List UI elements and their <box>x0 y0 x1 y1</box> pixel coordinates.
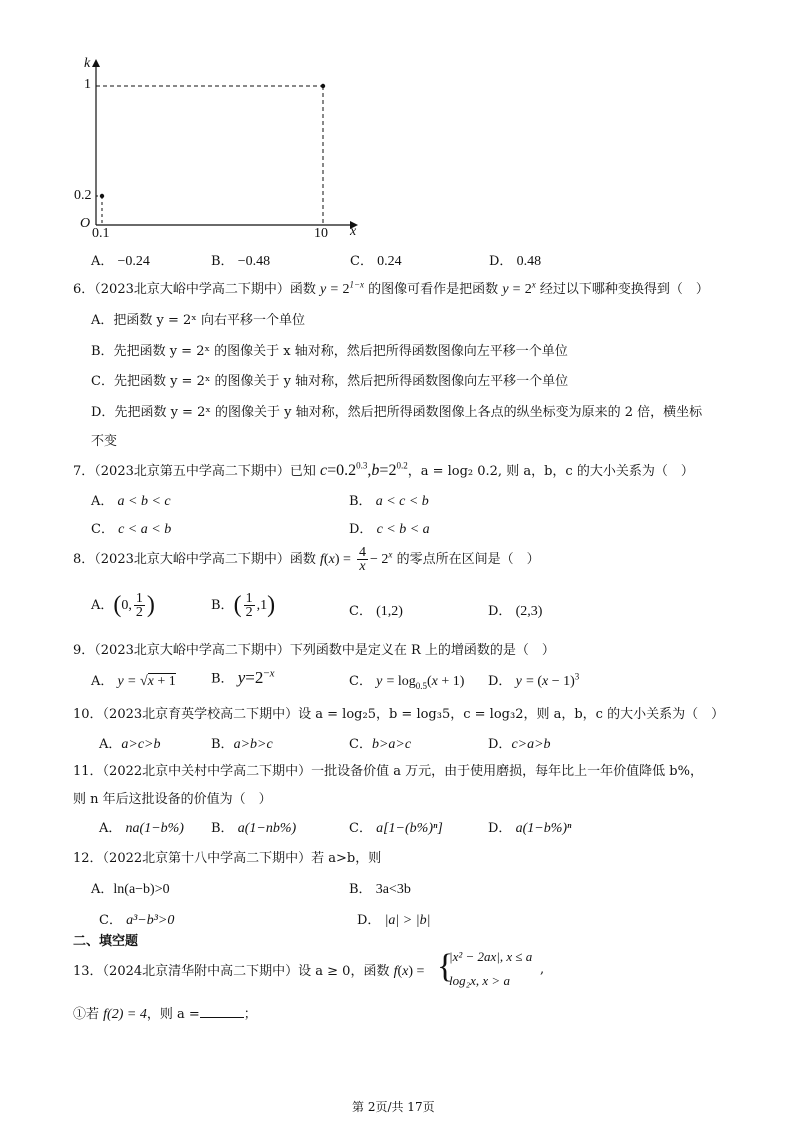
tick-x-10: 10 <box>314 226 328 241</box>
q6-option-d: D．先把函数 y = 2ˣ 的图像关于 y 轴对称，然后把所得函数图像上各点的纵坐标变为原来的 2 倍，横坐标 <box>91 405 703 420</box>
q8-stem: 8．（2023北京大峪中学高二下期中）函数 f(x) = $\frac{4}{x}$ − $2^x$ 的零点所在区间是（ ） <box>73 545 540 574</box>
q13-piecewise-brace: { <box>437 948 454 985</box>
x-axis-label: x <box>350 224 357 239</box>
q8-option-b: B．( $\frac{1}{2}$ ,1) <box>211 591 276 620</box>
q13-comma: , <box>540 962 545 977</box>
q13-case-1: |x² − 2ax|, x ≤ a <box>449 949 533 964</box>
q7-option-b: B． a < c < b <box>349 494 429 509</box>
q9-stem: 9．（2023北京大峪中学高二下期中）下列函数中是定义在 R 上的增函数的是（ ） <box>73 643 555 658</box>
q11-option-c: C． a[1−(b%)ⁿ] <box>349 821 443 836</box>
q9-option-a: A． y = √x + 1 <box>91 674 176 689</box>
q13-case-2: log₂x, x > a <box>449 973 510 988</box>
q11-stem-cont: 则 n 年后这批设备的价值为（ ） <box>73 792 272 807</box>
tick-y-02: 0.2 <box>74 188 92 203</box>
q5-option-a: A． −0.24 <box>91 254 150 269</box>
q5-option-c: C． 0.24 <box>350 254 402 269</box>
q11-option-b: B． a(1−nb%) <box>211 821 297 836</box>
q6-option-a: A．把函数 y = 2ˣ 向右平移一个单位 <box>91 313 305 328</box>
q8-option-a: A．(0, $\frac{1}{2}$ ) <box>91 591 155 620</box>
page-footer: 第 2页/共 17页 <box>352 1100 435 1114</box>
origin-label: O <box>80 216 91 231</box>
q13-answer-blank[interactable] <box>200 1005 244 1018</box>
q5-option-b: B． −0.48 <box>211 254 271 269</box>
q13-sub-1: ①若 f(2) = 4，则 a = ； <box>73 1007 257 1022</box>
y-axis-arrow <box>92 59 100 67</box>
q9-option-b: B． $y=2^{-x}$ <box>211 667 275 687</box>
q12-option-a: A．ln(a−b)>0 <box>91 882 170 897</box>
k-x-graph <box>70 55 370 250</box>
tick-y-1: 1 <box>84 77 91 92</box>
q11-option-d: D． a(1−b%)ⁿ <box>488 821 572 836</box>
point-upper-right <box>321 84 325 88</box>
q11-option-a: A． na(1−b%) <box>99 821 184 836</box>
q11-stem: 11．（2022北京中关村中学高二下期中）一批设备价值 a 万元，由于使用磨损，每年比上一年价值降低 b%， <box>73 764 703 779</box>
q10-stem: 10．（2023北京育英学校高二下期中）设 a = log₂5，b = log₃5，c = log₃2，则 a，b，c 的大小关系为（ ） <box>73 707 725 722</box>
y-axis-label: k <box>84 56 91 71</box>
section-title-fill-blank: 二、填空题 <box>73 934 139 949</box>
q12-stem: 12．（2022北京第十八中学高二下期中）若 a>b，则 <box>73 851 382 866</box>
q12-option-b: B． 3a<3b <box>349 882 411 897</box>
q12-option-d: D． |a| > |b| <box>357 913 431 928</box>
q6-stem: 6．（2023北京大峪中学高二下期中）函数 $y = 2^{1-x}$ 的图像可看作是把函数 y = 2$^x$ 经过以下哪种变换得到（ ） <box>73 279 709 297</box>
q10-option-a: A．a>c>b <box>99 737 161 752</box>
q9-option-c: C． $y = \log_{0.5}(x + 1)$ <box>349 674 465 691</box>
q6-option-c: C．先把函数 y = 2ˣ 的图像关于 y 轴对称，然后把所得函数图像向左平移一个单位 <box>91 374 569 389</box>
q6-option-b: B．先把函数 y = 2ˣ 的图像关于 x 轴对称，然后把所得函数图像向左平移一个单位 <box>91 344 568 359</box>
q7-option-c: C． c < a < b <box>91 522 172 537</box>
q6-option-d-cont: 不变 <box>91 434 118 449</box>
q10-option-c: C．b>a>c <box>349 737 412 752</box>
q12-option-c: C． a³−b³>0 <box>99 913 175 928</box>
q13-stem: 13．（2024北京清华附中高二下期中）设 a ≥ 0，函数 f(x) = <box>73 964 425 979</box>
q8-option-c: C． (1,2) <box>349 604 403 619</box>
point-lower-left <box>100 194 104 198</box>
q7-stem: 7．（2023北京第五中学高二下期中）已知 $c=0.2^{0.3},b=2^{0.2}$，a = log₂ 0.2, 则 a，b，c 的大小关系为（ ） <box>73 460 694 479</box>
q7-option-a: A． a < b < c <box>91 494 171 509</box>
tick-x-01: 0.1 <box>92 226 110 241</box>
q7-option-d: D． c < b < a <box>349 522 430 537</box>
q5-option-d: D． 0.48 <box>489 254 542 269</box>
q10-option-d: D．c>a>b <box>488 737 551 752</box>
q9-option-d: D． $y = (x - 1)^3$ <box>488 671 580 689</box>
q10-option-b: B．a>b>c <box>211 737 273 752</box>
q8-option-d: D． (2,3) <box>488 604 543 619</box>
